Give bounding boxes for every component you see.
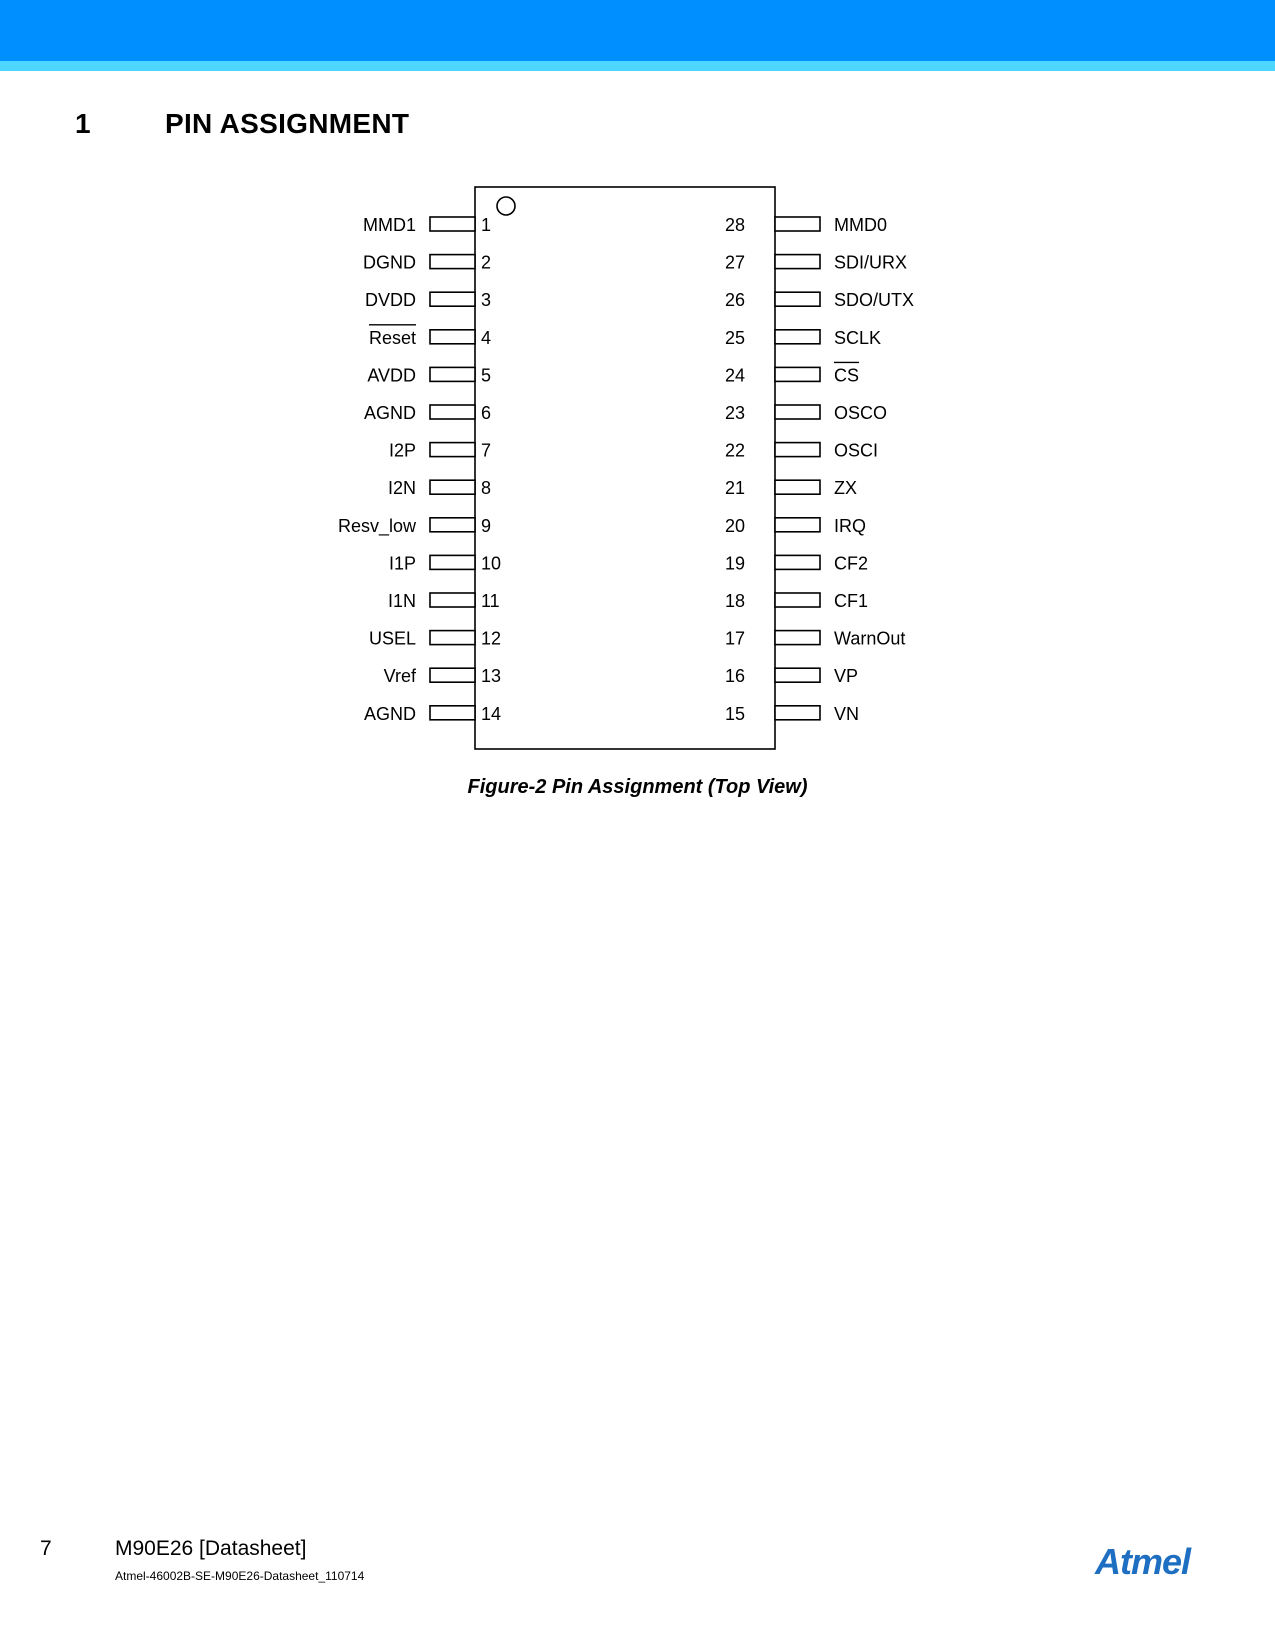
pin-number: 24 [724, 365, 746, 386]
pin-leg [430, 706, 475, 720]
pin-leg [775, 292, 820, 306]
pin-5 [367, 365, 491, 385]
pin-leg [430, 668, 475, 682]
pin-leg [430, 330, 475, 344]
pin-12 [369, 629, 501, 649]
pin-13 [384, 666, 501, 686]
pin-name: MMD1 [363, 215, 416, 235]
pin-name: I1N [387, 591, 416, 611]
pin-16 [725, 666, 858, 686]
pin-leg [430, 367, 475, 381]
pin-number: 10 [481, 553, 502, 574]
pin-name: ZX [834, 478, 858, 499]
atmel-logo: Atmel [1095, 1541, 1191, 1582]
pin-number: 16 [724, 666, 746, 687]
pin-9 [338, 516, 491, 537]
pin-number: 8 [481, 478, 492, 499]
pin-number: 12 [481, 628, 502, 649]
pin-name: OSCI [834, 440, 879, 461]
pin-leg [430, 631, 475, 645]
pin-leg [775, 367, 820, 381]
pin-number: 6 [481, 403, 492, 423]
pin-number: 23 [724, 403, 746, 423]
pin-leg [430, 518, 475, 532]
pin-leg [775, 217, 820, 231]
pin-number: 5 [481, 365, 492, 386]
pin-leg [775, 443, 820, 457]
pin-name: SDI/URX [834, 252, 908, 273]
pin-number: 17 [724, 628, 746, 649]
pin-number: 13 [481, 666, 502, 687]
pin-name: MMD0 [834, 215, 887, 235]
pin-3 [365, 290, 491, 310]
pin-number: 21 [724, 478, 746, 499]
pin-number: 7 [481, 440, 492, 461]
page-number: 7 [40, 1537, 52, 1560]
pin-name: I2N [387, 478, 416, 499]
pin-number: 26 [724, 290, 746, 311]
pin-leg [775, 330, 820, 344]
pin-name: SDO/UTX [834, 290, 915, 311]
pin-name: CF2 [834, 553, 869, 574]
pin-number: 28 [724, 215, 746, 235]
pin-assignment-diagram [0, 0, 1275, 800]
pin-leg [775, 405, 820, 419]
pin-leg [430, 217, 475, 231]
pin-name: VN [834, 703, 860, 724]
pin-leg [430, 480, 475, 494]
pin-name: Resv_low [337, 515, 416, 536]
pin-name: AVDD [367, 365, 416, 386]
pin-name: I2P [388, 440, 416, 461]
pin-2 [363, 253, 491, 273]
pin-name: AGND [363, 703, 416, 724]
pin-name: CF1 [834, 591, 869, 611]
pin-11 [388, 591, 500, 611]
pin-name: Reset [368, 327, 416, 348]
pin-name: DVDD [364, 290, 416, 311]
pin-number: 15 [724, 703, 746, 724]
pin-name: USEL [368, 628, 416, 649]
pin-number: 2 [481, 252, 492, 273]
pin-number: 20 [724, 515, 746, 536]
pin-21 [725, 478, 857, 498]
pin-number: 18 [724, 591, 746, 611]
pin-number: 19 [724, 553, 746, 574]
footer-doc-title: M90E26 [Datasheet] [115, 1537, 307, 1560]
pin-number: 11 [481, 591, 500, 611]
pin-number: 1 [481, 215, 492, 235]
pin-leg [775, 518, 820, 532]
figure-caption: Figure-2 Pin Assignment (Top View) [467, 776, 808, 798]
pin-name: WarnOut [834, 628, 906, 649]
pin-leg [775, 593, 820, 607]
pin-name: IRQ [834, 515, 867, 536]
pin-leg [775, 555, 820, 569]
pin-4 [369, 325, 491, 348]
pin-number: 27 [724, 252, 746, 273]
pin-leg [430, 255, 475, 269]
pin-10 [389, 553, 501, 573]
pin-name: I1P [388, 553, 416, 574]
section-title: PIN ASSIGNMENT [165, 108, 410, 139]
pin-leg [775, 668, 820, 682]
pin-name: OSCO [834, 403, 888, 423]
section-number: 1 [75, 108, 91, 139]
pin-leg [430, 555, 475, 569]
pin-number: 25 [724, 327, 746, 348]
pin-name: CS [834, 365, 860, 386]
pin-number: 9 [481, 515, 492, 536]
pin-leg [775, 706, 820, 720]
pin-name: Vref [383, 666, 416, 687]
pin-leg [775, 255, 820, 269]
pin-number: 22 [724, 440, 746, 461]
pin-leg [430, 405, 475, 419]
pin-name: VP [834, 666, 859, 687]
pin-name: AGND [363, 403, 416, 423]
pin-leg [430, 593, 475, 607]
pin-14 [364, 704, 501, 724]
footer-doc-id: Atmel-46002B-SE-M90E26-Datasheet_110714 [115, 1569, 365, 1583]
pin-leg [775, 631, 820, 645]
pin-6 [364, 403, 491, 423]
pin-name: DGND [363, 252, 416, 273]
pin-name: SCLK [834, 327, 882, 348]
pin-leg [430, 292, 475, 306]
pin-number: 4 [481, 327, 492, 348]
pin-leg [430, 443, 475, 457]
pin-number: 14 [481, 703, 502, 724]
pin-1 [363, 215, 491, 235]
pin-number: 3 [481, 290, 492, 311]
pin-leg [775, 480, 820, 494]
